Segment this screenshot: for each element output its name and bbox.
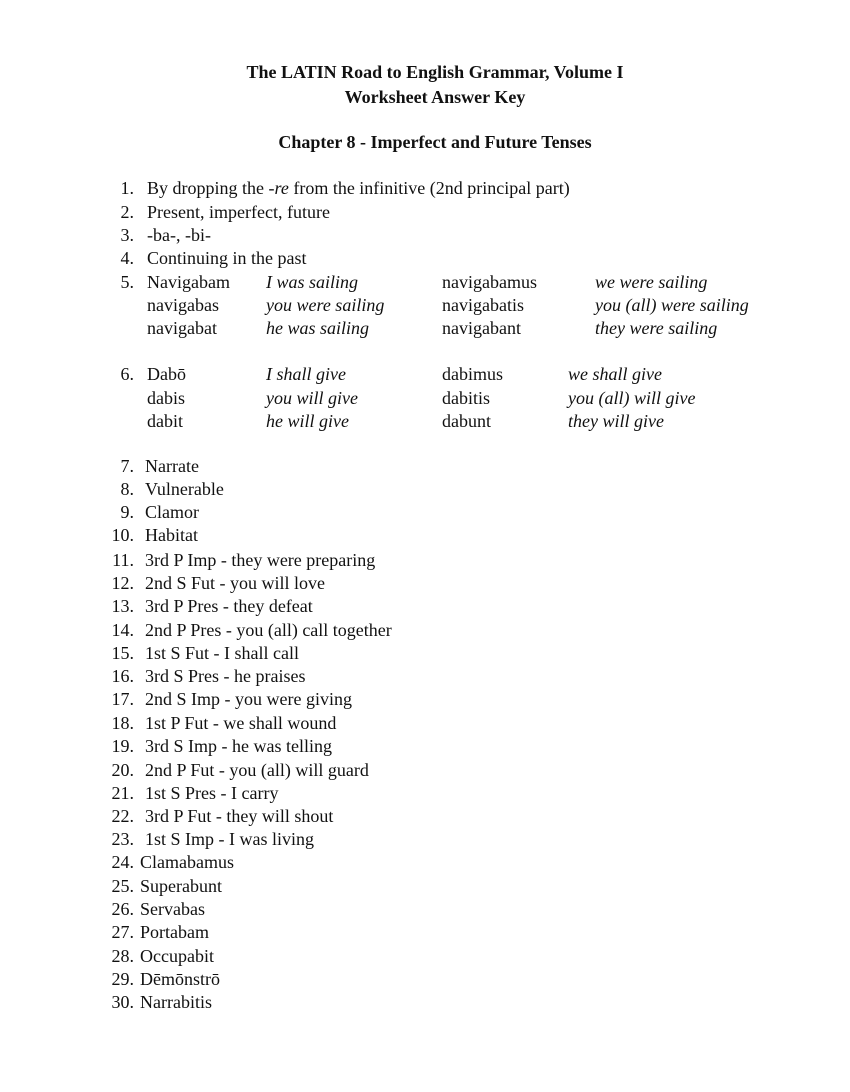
english-singular: I shall give	[266, 364, 346, 384]
answer-text: Clamor	[145, 502, 199, 522]
answer-number: 29.	[111, 969, 134, 989]
chapter-heading: Chapter 8 - Imperfect and Future Tenses	[278, 132, 592, 152]
answer-number: 26.	[111, 899, 134, 919]
answer-text: Continuing in the past	[147, 248, 307, 268]
answer-text: 1st S Fut - I shall call	[145, 643, 299, 663]
answer-number: 14.	[111, 620, 134, 640]
english-plural: we shall give	[568, 364, 662, 384]
latin-plural: navigabant	[442, 318, 521, 338]
answer-number: 18.	[111, 713, 134, 733]
answer-number: 8.	[120, 479, 134, 499]
answer-number: 2.	[120, 202, 134, 222]
answer-text: 2nd P Fut - you (all) will guard	[145, 760, 369, 780]
answer-number: 20.	[111, 760, 134, 780]
answer-text: 3rd S Imp - he was telling	[145, 736, 332, 756]
answer-number: 15.	[111, 643, 134, 663]
answer-text: Occupabit	[140, 946, 214, 966]
answer-number: 9.	[120, 502, 134, 522]
english-plural: they were sailing	[595, 318, 718, 338]
answer-number: 16.	[111, 666, 134, 686]
answer-text: 1st P Fut - we shall wound	[145, 713, 337, 733]
english-singular: he will give	[266, 411, 349, 431]
answer-number: 30.	[111, 992, 134, 1012]
english-singular: you will give	[266, 388, 358, 408]
answer-number: 7.	[120, 456, 134, 476]
answer-text: Superabunt	[140, 876, 222, 896]
answer-number: 12.	[111, 573, 134, 593]
answer-text: 3rd P Pres - they defeat	[145, 596, 313, 616]
latin-plural: dabitis	[442, 388, 490, 408]
answer-text: 1st S Pres - I carry	[145, 783, 279, 803]
answer-number: 13.	[111, 596, 134, 616]
answer-number: 19.	[111, 736, 134, 756]
english-singular: you were sailing	[266, 295, 385, 315]
answer-number: 23.	[111, 829, 134, 849]
english-plural: they will give	[568, 411, 664, 431]
latin-plural: dabimus	[442, 364, 503, 384]
english-singular: he was sailing	[266, 318, 370, 338]
infinitive-ending: -re	[268, 178, 289, 198]
answer-text: 2nd P Pres - you (all) call together	[145, 620, 392, 640]
answer-text: 3rd S Pres - he praises	[145, 666, 306, 686]
latin-singular: Dabō	[147, 364, 186, 384]
answer-text: 3rd P Imp - they were preparing	[145, 550, 376, 570]
answer-text: Portabam	[140, 922, 209, 942]
answer-text: 1st S Imp - I was living	[145, 829, 314, 849]
answer-text: Present, imperfect, future	[147, 202, 330, 222]
latin-plural: navigabatis	[442, 295, 524, 315]
latin-singular: navigabat	[147, 318, 217, 338]
answer-text: By dropping the -re from the infinitive (2nd principal part)	[147, 178, 570, 198]
answer-text: Habitat	[145, 525, 198, 545]
answer-key-page: The LATIN Road to English Grammar, Volume I Worksheet Answer Key Chapter 8 - Imperfect and Future Tenses 1. By dropping the -re from the infinitive (2nd principal part) 2. Present, imperfect, future 3. -ba-, -bi- 4. Continuing in the past 5. Navigabam I was sailing navigabamus we were sailing navigabas you were sailing navigabatis you (all) were sailing navigabat he was sailing navigabant they were sailing 6. Dabō I shall give dabimus we shall give dabis you will give dabitis you (all) will give dabit he will give dabunt they will give 7. Narrate 8. Vulnerable 9. Clamor 10. Habitat 11. 3rd P Imp - they were preparing 12. 2nd S Fut - you will love 13. 3rd P Pres - they defeat 14. 2nd P Pres - you (all) call together 15. 1st S Fut - I shall call 16. 3rd S Pres - he praises 17. 2nd S Imp - you were giving 18. 1st P Fut - we shall wound 19. 3rd S Imp - he was telling 20. 2nd P Fut - you (all) will guard 21. 1st S Pres - I carry 22. 3rd P Fut - they will shout 23. 1st S Imp - I was living 24. Clamabamus 25. Superabunt 26. Servabas 27. Portabam 28. Occupabit 29. Dēmōnstrō 30. Narrabitis	[0, 0, 850, 1092]
answer-text: Vulnerable	[145, 479, 224, 499]
answer-number: 17.	[111, 689, 134, 709]
answer-number: 22.	[111, 806, 134, 826]
answer-text: Clamabamus	[140, 852, 234, 872]
answer-text: Dēmōnstrō	[140, 969, 220, 989]
worksheet-subtitle: Worksheet Answer Key	[344, 87, 526, 107]
latin-singular: navigabas	[147, 295, 219, 315]
answer-text: Narrabitis	[140, 992, 212, 1012]
latin-singular: dabit	[147, 411, 183, 431]
book-title: The LATIN Road to English Grammar, Volume I	[246, 62, 624, 82]
answer-number: 10.	[111, 525, 134, 545]
english-singular: I was sailing	[266, 272, 359, 292]
answer-text: Narrate	[145, 456, 199, 476]
answer-text: Servabas	[140, 899, 205, 919]
english-plural: you (all) were sailing	[595, 295, 749, 315]
answer-text: 2nd S Imp - you were giving	[145, 689, 352, 709]
english-plural: you (all) will give	[568, 388, 696, 408]
answer-number: 11.	[112, 550, 134, 570]
answer-number: 4.	[120, 248, 134, 268]
latin-plural: navigabamus	[442, 272, 537, 292]
answer-number: 25.	[111, 876, 134, 896]
answer-text: 2nd S Fut - you will love	[145, 573, 326, 593]
answer-number: 27.	[111, 922, 134, 942]
answer-number: 3.	[120, 225, 134, 245]
latin-singular: Navigabam	[147, 272, 230, 292]
answer-text: -ba-, -bi-	[147, 225, 211, 245]
latin-singular: dabis	[147, 388, 185, 408]
answer-number: 28.	[111, 946, 134, 966]
answer-number: 21.	[111, 783, 134, 803]
english-plural: we were sailing	[595, 272, 708, 292]
answer-number: 1.	[120, 178, 134, 198]
latin-plural: dabunt	[442, 411, 491, 431]
answer-number: 24.	[111, 852, 134, 872]
answer-text: 3rd P Fut - they will shout	[145, 806, 334, 826]
